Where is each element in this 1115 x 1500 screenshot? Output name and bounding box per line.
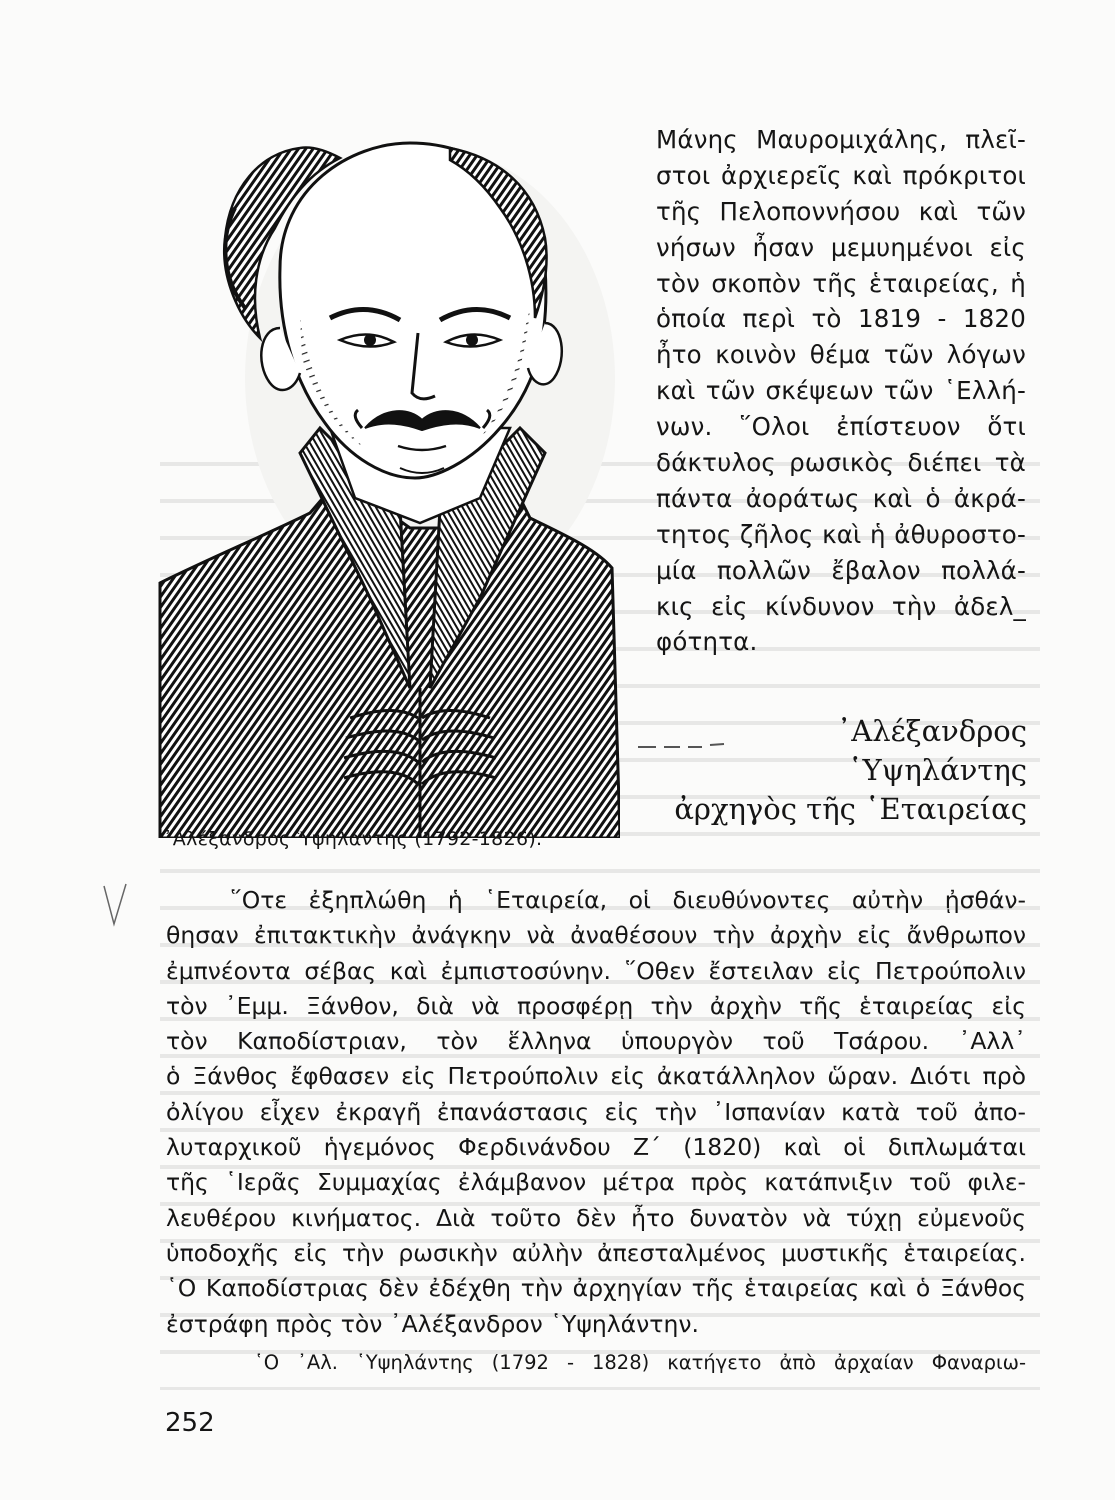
text-line: λυταρχικοῦ ἡγεμόνος Φερδινάνδου Ζ΄ (1820) καὶ οἱ διπλωμάται (166, 1133, 1026, 1162)
text-line: Μάνης Μαυρομιχάλης, πλεῖ- (656, 125, 1026, 154)
footnote-line: ῾Ο ᾿Αλ. ῾Υψηλάντης (1792 - 1828) κατήγετο ἀπὸ ἀρχαίαν Φαναριω- (254, 1351, 1026, 1374)
text-line: ῞Οτε ἐξηπλώθη ἡ ῾Εταιρεία, οἱ διευθύνοντες αὐτὴν ᾐσθάν- (230, 886, 1026, 914)
text-line: ὀλίγου εἶχεν ἐκραγῆ ἐπανάστασις εἰς τὴν ᾿Ισπανίαν κατὰ τοῦ ἀπο- (166, 1097, 1026, 1126)
text-line: λευθέρου κινήματος. Διὰ τοῦτο δὲν ἦτο δυνατὸν νὰ τύχῃ εὐμενοῦς (166, 1203, 1026, 1232)
page-number: 252 (165, 1408, 215, 1438)
text-line: νήσων ἦσαν μεμυημένοι εἰς (656, 232, 1026, 262)
text-line: τὸν ᾿Εμμ. Ξάνθον, διὰ νὰ προσφέρῃ τὴν ἀρχὴν τῆς ἑταιρείας εἰς (166, 991, 1026, 1020)
text-line: ἐμπνέοντα σέβας καὶ ἐμπιστοσύνην. ῞Οθεν ἔστειλαν εἰς Πετρούπολιν (166, 956, 1026, 985)
text-line: τὸν σκοπὸν τῆς ἑταιρείας, ἡ (656, 268, 1026, 298)
text-line: ὁ Ξάνθος ἔφθασεν εἰς Πετρούπολιν εἰς ἀκατάλληλον ὥραν. Διότι πρὸ (166, 1062, 1026, 1091)
text-line: ἐστράφη πρὸς τὸν ᾿Αλέξανδρον ῾Υψηλάντην. (166, 1309, 699, 1338)
text-line: θησαν ἐπιτακτικὴν ἀνάγκην νὰ ἀναθέσουν τὴν ἀρχὴν εἰς ἄνθρωπον (166, 921, 1026, 950)
text-line: ὁποία περὶ τὸ 1819 - 1820 (656, 304, 1026, 334)
text-line: ἦτο κοινὸν θέμα τῶν λόγων (656, 340, 1026, 370)
text-line: ὑποδοχῆς εἰς τὴν ρωσικὴν αὐλὴν ἀπεσταλμένος μυστικῆς ἑταιρείας. (166, 1238, 1026, 1267)
text-line: μία πολλῶν ἔβαλον πολλά- (656, 555, 1026, 585)
text-line: κις εἰς κίνδυνον τὴν ἀδελ_ (656, 591, 1026, 621)
section-heading-line: ἀρχηγὸς τῆς ῾Εταιρείας (674, 792, 1027, 826)
figure-caption: ᾿Αλέξανδρος Ὑψηλάντης (1792-1826). (163, 828, 543, 850)
engraved-portrait-icon (150, 128, 620, 838)
text-line: φότητα. (656, 627, 758, 657)
text-line: καὶ τῶν σκέψεων τῶν ῾Ελλή- (656, 376, 1026, 406)
right-column-text (656, 122, 1026, 660)
section-heading-line: ᾿Αλέξανδρος (836, 714, 1027, 748)
text-line: πάντα ἀοράτως καὶ ὁ ἀκρά- (656, 483, 1026, 513)
body-text (166, 883, 1026, 1342)
text-line: ῾Ο Καποδίστριας δὲν ἐδέχθη τὴν ἀρχηγίαν τῆς ἑταιρείας καὶ ὁ Ξάνθος (166, 1274, 1026, 1303)
text-line: στοι ἀρχιερεῖς καὶ πρόκριτοι (656, 160, 1026, 190)
text-line: δάκτυλος ρωσικὸς διέπει τὰ (656, 448, 1026, 478)
text-line: νων. ῞Ολοι ἐπίστευον ὅτι (656, 412, 1026, 442)
section-heading-line: ῾Υψηλάντης (847, 753, 1027, 787)
margin-checkmark (100, 880, 130, 930)
text-line: τητος ζῆλος καὶ ἡ ἀθυροστο- (656, 519, 1026, 549)
text-line: τῆς Πελοποννήσου καὶ τῶν (656, 196, 1026, 226)
text-line: τῆς ῾Ιερᾶς Συμμαχίας ἐλάμβανον μέτρα πρὸς κατάπνιξιν τοῦ φιλε- (166, 1168, 1026, 1197)
section-heading (674, 712, 1027, 829)
text-line: τὸν Καποδίστριαν, τὸν ἕλληνα ὑπουργὸν τοῦ Τσάρου. ᾿Αλλ᾿ (166, 1027, 1026, 1056)
